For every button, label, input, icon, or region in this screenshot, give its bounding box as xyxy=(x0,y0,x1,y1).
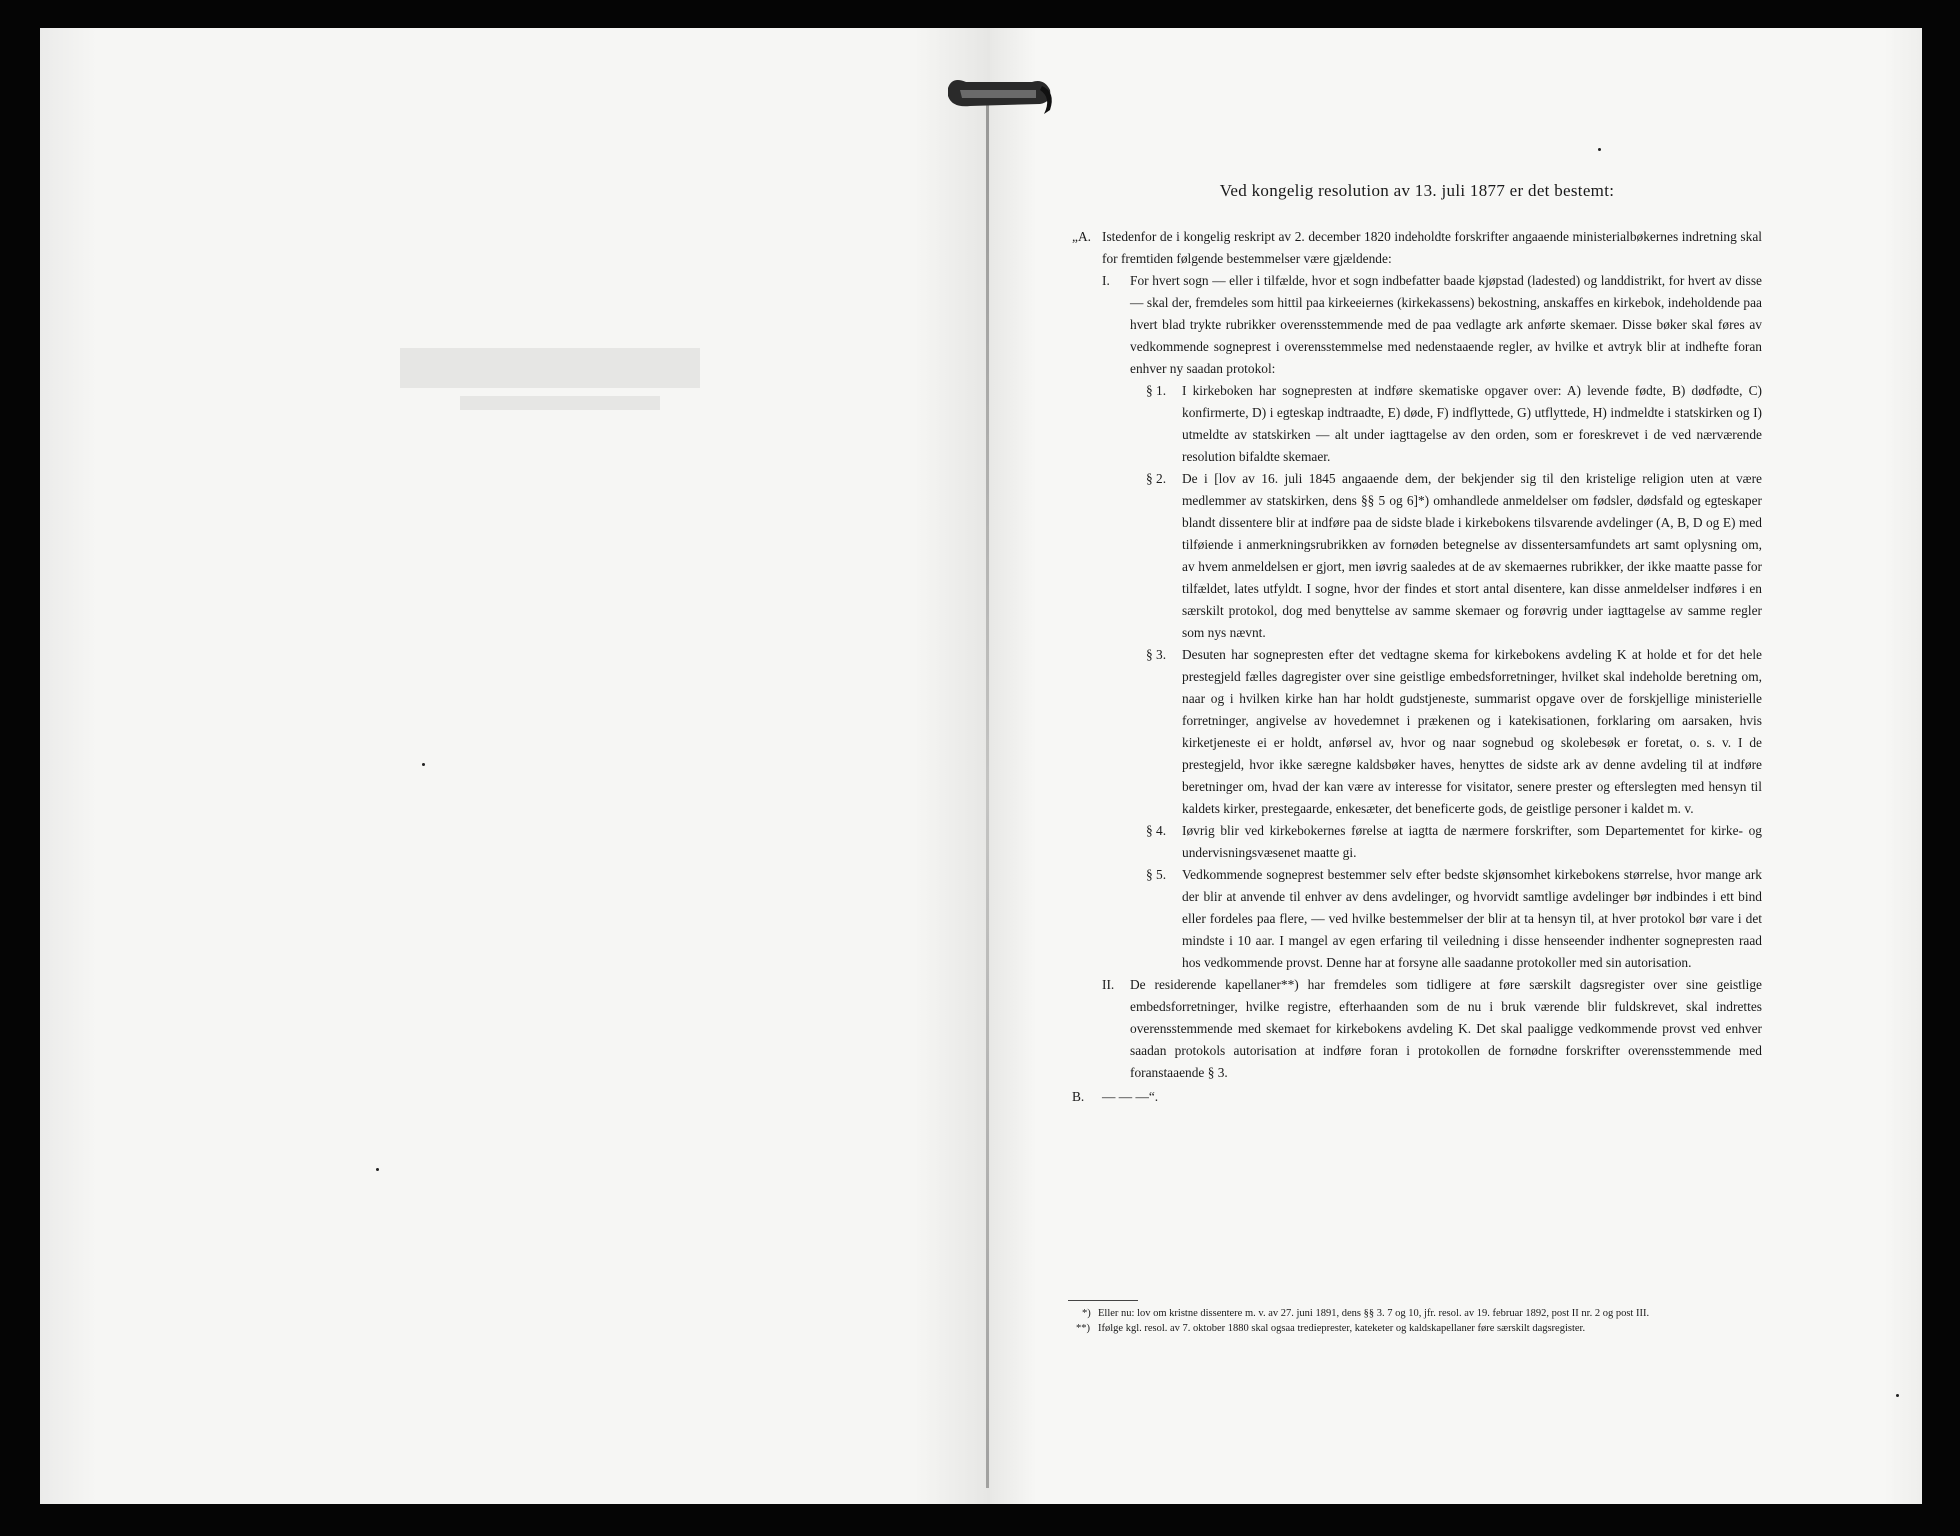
section-ii-mark: II. xyxy=(1102,977,1115,992)
section-a xyxy=(1072,226,1762,270)
page-title: Ved kongelig resolution av 13. juli 1877 er det bestemt: xyxy=(1219,181,1615,200)
footnote-2 xyxy=(1068,1322,1758,1337)
paragraph-4-mark: § 4. xyxy=(1146,823,1167,838)
section-ii xyxy=(1072,974,1762,1084)
section-b xyxy=(1072,1086,1762,1108)
paragraph-5-text: Vedkommende sogneprest bestemmer selv efter bedste skjønsomhet kirkebokens størrelse, hvor mange ark der blir at anvende til enhver av dens avdelinger, og hvorvidt samtlige avdelinger bør indbindes i ett bind eller fordeles paa flere, — ved hvilke bestemmelser der blir at ta hensyn til, at hver protokol bør vare i det mindste i 10 aar. I mangel av egen erfaring til veiledning i disse henseender indhenter sognepresten raad hos vedkommende provst. Denne har at forsyne alle saadanne protokoller med sin autorisation. xyxy=(1182,867,1762,970)
paragraph-5-mark: § 5. xyxy=(1146,867,1167,882)
speck xyxy=(1896,1394,1899,1397)
paragraph-2-mark: § 2. xyxy=(1146,471,1167,486)
speck xyxy=(422,763,425,766)
paragraph-2-text: De i [lov av 16. juli 1845 angaaende dem, der bekjender sig til den kristelige religion uten at være medlemmer av statskirken, dens §§ 5 og 6]*) omhandlede anmeldelser om fødsler, dødsfald og egteskaper blandt dissentere blir at indføre paa de sidste blade i kirkebokens tilsvarende avdelinger (A, B, D og E) med tilføiende i anmerkningsrubrikken av fornøden betegnelse av dissentersamfundets art samt oplysning om, av hvem anmeldelsen er gjort, men iøvrig saaledes at de av skemaernes rubrikker, der ikke maatte passe for tilfældet, lates utfyldt. I sogne, hvor der findes et stort antal disentere, kan disse anmeldelser indføres i en særskilt protokol, dog med benyttelse av samme skemaer og forøvrig under iagttagelse av samme regler som nys nævnt. xyxy=(1182,471,1762,640)
paragraph-2 xyxy=(1072,468,1762,644)
footnote-2-mark: **) xyxy=(1076,1322,1090,1334)
footnote-1-text: Eller nu: lov om kristne dissentere m. v. av 27. juni 1891, dens §§ 3. 7 og 10, jfr. resol. av 19. februar 1892, post II nr. 2 og post III. xyxy=(1098,1308,1650,1319)
section-i-text: For hvert sogn — eller i tilfælde, hvor et sogn indbefatter baade kjøpstad (ladested) og landdistrikt, for hvert av disse — skal der, fremdeles som hittil paa kirkeeiernes (kirkekassens) bekostning, anskaffes en kirkebok, indeholdende paa hvert blad trykte rubrikker overensstemmende med de paa vedlagte ark anførte skemaer. Disse bøker skal føres av vedkommende sogneprest i overensstemmelse med nedenstaaende regler, av hvilke et avtryk blir at indhefte foran enhver ny saadan protokol: xyxy=(1130,273,1762,376)
section-b-mark: B. xyxy=(1072,1089,1085,1104)
show-through-ghost-text xyxy=(400,338,740,418)
footnotes xyxy=(1068,1300,1758,1336)
footnote-2-text: Ifølge kgl. resol. av 7. oktober 1880 skal ogsaa tredieprester, kateketer og kaldskapellaner føre særskilt dagsregister. xyxy=(1098,1322,1586,1334)
speck xyxy=(376,1168,379,1171)
paragraph-3-mark: § 3. xyxy=(1146,647,1167,662)
section-i-mark: I. xyxy=(1102,273,1110,288)
resolution-text xyxy=(1072,180,1762,1108)
footnote-1-mark: *) xyxy=(1082,1308,1091,1319)
paragraph-3 xyxy=(1072,644,1762,820)
paragraph-5 xyxy=(1072,864,1762,974)
section-a-mark: „A. xyxy=(1072,229,1091,244)
footnote-1 xyxy=(1068,1307,1758,1322)
speck xyxy=(1598,148,1601,151)
footnote-rule xyxy=(1068,1300,1138,1301)
section-ii-text: De residerende kapellaner**) har fremdeles som tidligere at føre særskilt dagsregister over sine geistlige embedsforretninger, hvilke registre, efterhaanden som de nu i bruk værende blir fuldskrevet, skal indrettes overensstemmende med skemaet for kirkebokens avdeling K. Det skal paaligge vedkommende provst ved enhver saadan protokols autorisation at indføre foran i protokollen de fornødne forskrifter overensstemmende med foranstaaende § 3. xyxy=(1130,977,1762,1080)
paragraph-4-text: Iøvrig blir ved kirkebokernes førelse at iagtta de nærmere forskrifter, som Departementet for kirke- og undervisningsvæsenet maatte gi. xyxy=(1182,823,1762,860)
paragraph-1-text: I kirkeboken har sognepresten at indføre skematiske opgaver over: A) levende fødte, B) dødfødte, C) konfirmerte, D) i egteskap indtraadte, E) døde, F) indflyttede, G) utflyttede, H) indmeldte i statskirken og I) utmeldte av statskirken — alt under iagttagelse av den orden, som er foreskrevet i de ved nærværende resolution bifaldte skemaer. xyxy=(1182,383,1762,464)
section-i xyxy=(1072,270,1762,380)
binding-clip-icon xyxy=(940,68,1070,124)
paragraph-1-mark: § 1. xyxy=(1146,383,1167,398)
book-gutter xyxy=(986,88,989,1488)
paragraph-1 xyxy=(1072,380,1762,468)
section-b-text: — — —“. xyxy=(1102,1089,1159,1104)
section-a-text: Istedenfor de i kongelig reskript av 2. december 1820 indeholdte forskrifter angaaende ministerialbøkernes indretning skal for fremtiden følgende bestemmelser være gjældende: xyxy=(1102,229,1762,266)
paragraph-3-text: Desuten har sognepresten efter det vedtagne skema for kirkebokens avdeling K at holde et for det hele prestegjeld fælles dagregister over sine geistlige embedsforretninger, hvilket skal indeholde beretning om, naar og i hvilken kirke han har holdt gudstjeneste, summarist opgave over de forskjellige ministerielle forretninger, angivelse av hovedemnet i prækenen og i katekisationen, forklaring om aarsaken, hvis kirketjeneste ei er holdt, anførsel av, hvor og naar sognebud og skolebesøk er foretat, o. s. v. I de prestegjeld, hvor ikke særegne kaldsbøker haves, henyttes de sidste ark av denne avdeling til at indføre beretninger om, hvad der kan være av interesse for visitator, senere prester og efterslegten med hensyn til kaldets kirker, prestegaarde, enkesæter, det beneficerte gods, de geistlige personer i kaldet m. v. xyxy=(1182,647,1762,816)
paragraph-4 xyxy=(1072,820,1762,864)
left-page-blank xyxy=(40,28,990,1504)
